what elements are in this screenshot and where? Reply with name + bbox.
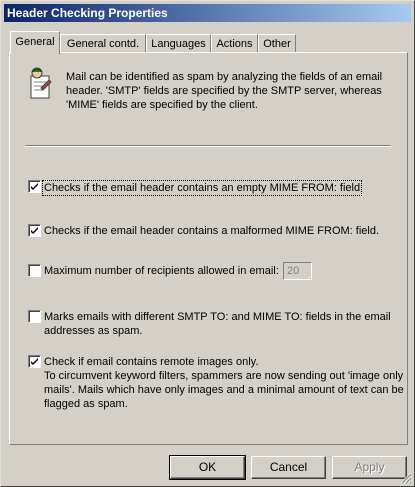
- checkbox-max-recipients[interactable]: [28, 264, 41, 277]
- tab-other[interactable]: Other: [258, 34, 296, 53]
- checkmark-icon: [30, 182, 39, 191]
- general-panel: [9, 52, 408, 445]
- option-label-line: mails'. Mails which have only images and a minimal amount of text can be: [44, 384, 404, 396]
- option-label-line: To circumvent keyword filters, spammers are now sending out 'image only: [44, 370, 404, 382]
- info-icon: [27, 66, 53, 100]
- option-label-line: Check if email contains remote images only.: [44, 356, 259, 368]
- option-label-line: flagged as spam.: [44, 398, 128, 410]
- checkmark-icon: [30, 226, 39, 235]
- tab-general[interactable]: General: [10, 31, 60, 54]
- option-label: Maximum number of recipients allowed in email:: [44, 265, 279, 277]
- checkbox-remote-images-only[interactable]: [28, 355, 41, 368]
- tab-actions[interactable]: Actions: [211, 34, 258, 53]
- ok-button[interactable]: OK: [170, 456, 245, 479]
- separator: [25, 145, 391, 147]
- max-recipients-input[interactable]: 20: [283, 262, 312, 280]
- option-label: Checks if the email header contains a malformed MIME FROM: field.: [44, 225, 380, 237]
- resize-grip-icon[interactable]: [400, 472, 412, 484]
- cancel-button[interactable]: Cancel: [251, 456, 326, 479]
- checkbox-malformed-mime-from[interactable]: [28, 224, 41, 237]
- option-label-line: Marks emails with different SMTP TO: and MIME TO: fields in the email: [44, 311, 391, 323]
- apply-button[interactable]: Apply: [332, 456, 407, 479]
- info-description: Mail can be identified as spam by analyzing the fields of an email header. 'SMTP' fields are specified by the SMTP server, whereas 'MIME' fields are specified by the client.: [66, 71, 383, 111]
- option-label-line: addresses as spam.: [44, 325, 143, 337]
- tab-languages[interactable]: Languages: [146, 34, 211, 53]
- tab-general-contd[interactable]: General contd.: [60, 34, 146, 53]
- checkmark-icon: [30, 357, 39, 366]
- option-label: Checks if the email header contains an empty MIME FROM: field: [44, 182, 361, 194]
- checkbox-empty-mime-from[interactable]: [28, 180, 41, 193]
- window-title: Header Checking Properties: [4, 4, 411, 22]
- checkbox-smtp-mime-to-mismatch[interactable]: [28, 310, 41, 323]
